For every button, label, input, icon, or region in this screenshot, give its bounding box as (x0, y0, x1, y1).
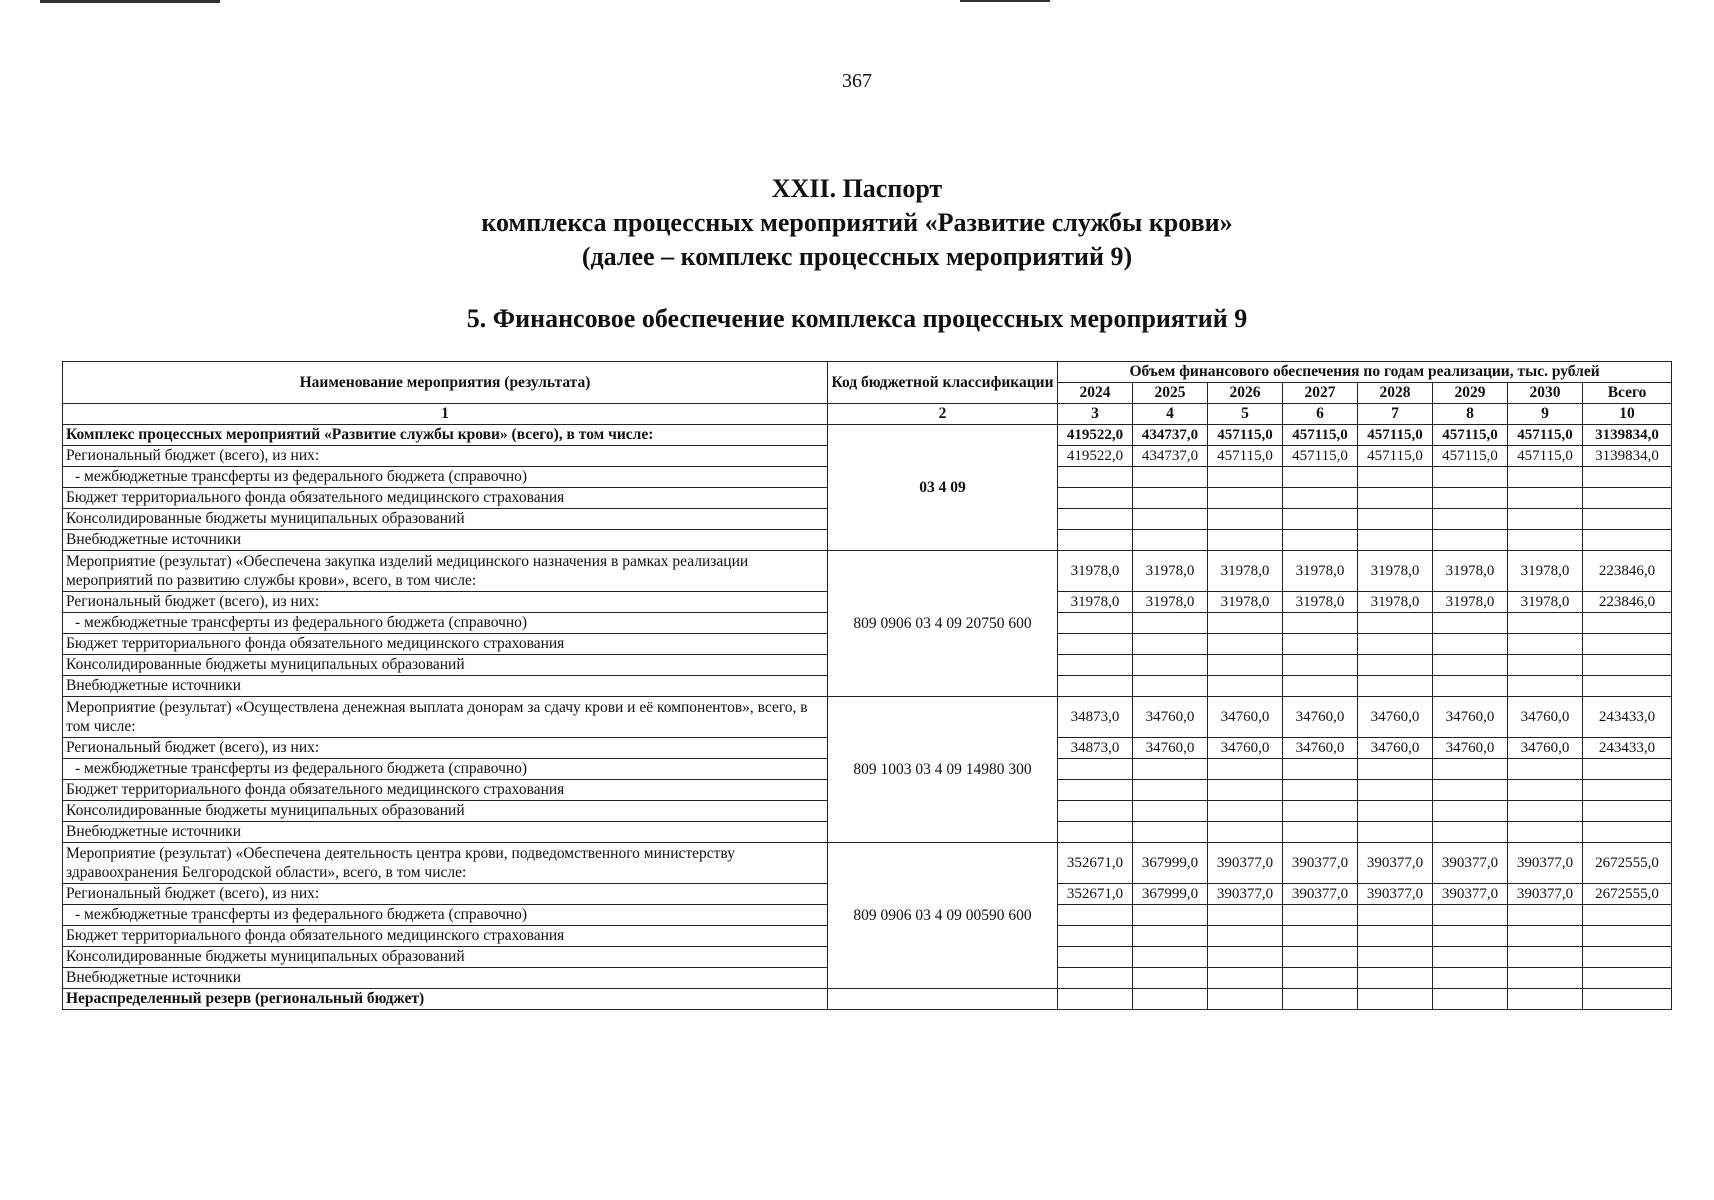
amount-cell (1283, 488, 1358, 509)
amount-cell (1133, 926, 1208, 947)
amount-cell (1208, 947, 1283, 968)
total-cell: 243433,0 (1583, 697, 1672, 738)
amount-cell (1208, 968, 1283, 989)
amount-cell (1433, 780, 1508, 801)
amount-cell: 390377,0 (1283, 843, 1358, 884)
total-cell: 2672555,0 (1583, 843, 1672, 884)
amount-cell (1208, 989, 1283, 1010)
total-cell: 223846,0 (1583, 551, 1672, 592)
amount-cell: 434737,0 (1133, 425, 1208, 446)
col-number: 6 (1283, 404, 1358, 425)
amount-cell (1058, 968, 1133, 989)
col-number: 7 (1358, 404, 1433, 425)
row-name: Региональный бюджет (всего), из них: (63, 592, 828, 613)
amount-cell (1058, 509, 1133, 530)
amount-cell (1358, 759, 1433, 780)
amount-cell (1283, 780, 1358, 801)
amount-cell (1058, 780, 1133, 801)
amount-cell (1508, 488, 1583, 509)
total-cell: 243433,0 (1583, 738, 1672, 759)
amount-cell (1433, 905, 1508, 926)
amount-cell (1133, 530, 1208, 551)
row-name: Мероприятие (результат) «Обеспечена закупка изделий медицинского назначения в рамках реализации мероприятий по развитию службы крови», всего, в том числе: (63, 551, 828, 592)
amount-cell: 390377,0 (1208, 843, 1283, 884)
amount-cell (1133, 634, 1208, 655)
amount-cell (1058, 989, 1133, 1010)
amount-cell: 390377,0 (1358, 884, 1433, 905)
amount-cell (1058, 801, 1133, 822)
row-name: Консолидированные бюджеты муниципальных образований (63, 509, 828, 530)
header-year: 2026 (1208, 383, 1283, 404)
amount-cell (1508, 801, 1583, 822)
row-name: Бюджет территориального фонда обязательного медицинского страхования (63, 780, 828, 801)
amount-cell (1583, 989, 1672, 1010)
amount-cell (1358, 801, 1433, 822)
amount-cell (1283, 905, 1358, 926)
amount-cell: 31978,0 (1133, 592, 1208, 613)
amount-cell: 457115,0 (1358, 446, 1433, 467)
amount-cell (1208, 467, 1283, 488)
amount-cell: 457115,0 (1433, 446, 1508, 467)
total-cell: 3139834,0 (1583, 446, 1672, 467)
amount-cell: 31978,0 (1358, 551, 1433, 592)
amount-cell: 352671,0 (1058, 843, 1133, 884)
amount-cell (1133, 947, 1208, 968)
amount-cell: 34760,0 (1433, 738, 1508, 759)
amount-cell (1058, 926, 1133, 947)
amount-cell (1508, 509, 1583, 530)
total-cell (1583, 905, 1672, 926)
total-cell (1583, 530, 1672, 551)
amount-cell (1208, 488, 1283, 509)
amount-cell (1208, 509, 1283, 530)
total-cell (1583, 467, 1672, 488)
title-line-1: XXII. Паспорт (771, 174, 943, 203)
row-name: Мероприятие (результат) «Осуществлена денежная выплата донорам за сдачу крови и её компонентов», всего, в том числе: (63, 697, 828, 738)
budget-code-cell: 809 0906 03 4 09 00590 600 (828, 843, 1058, 989)
amount-cell: 419522,0 (1058, 446, 1133, 467)
amount-cell (1283, 613, 1358, 634)
amount-cell: 31978,0 (1358, 592, 1433, 613)
col-number: 4 (1133, 404, 1208, 425)
total-cell (1583, 655, 1672, 676)
row-name: Региональный бюджет (всего), из них: (63, 884, 828, 905)
amount-cell (1358, 822, 1433, 843)
amount-cell (1058, 467, 1133, 488)
row-name: Внебюджетные источники (63, 822, 828, 843)
table-row-reserve (63, 989, 1672, 1010)
total-cell (1583, 509, 1672, 530)
amount-cell (1508, 780, 1583, 801)
amount-cell (1358, 780, 1433, 801)
header-year: 2028 (1358, 383, 1433, 404)
amount-cell: 390377,0 (1358, 843, 1433, 884)
col-number: 5 (1208, 404, 1283, 425)
amount-cell (1058, 488, 1133, 509)
amount-cell (1283, 926, 1358, 947)
amount-cell (1433, 613, 1508, 634)
amount-cell (1208, 530, 1283, 551)
amount-cell (1133, 488, 1208, 509)
amount-cell (1433, 530, 1508, 551)
amount-cell (1208, 926, 1283, 947)
amount-cell: 390377,0 (1508, 843, 1583, 884)
amount-cell (1508, 655, 1583, 676)
amount-cell (1133, 467, 1208, 488)
amount-cell: 434737,0 (1133, 446, 1208, 467)
header-code: Код бюджетной классификации (828, 362, 1058, 404)
total-cell (1583, 634, 1672, 655)
header-year: 2030 (1508, 383, 1583, 404)
row-name: Региональный бюджет (всего), из них: (63, 446, 828, 467)
amount-cell (1508, 467, 1583, 488)
total-cell (1583, 801, 1672, 822)
amount-cell: 34760,0 (1433, 697, 1508, 738)
amount-cell (1058, 676, 1133, 697)
amount-cell: 390377,0 (1283, 884, 1358, 905)
amount-cell (1283, 947, 1358, 968)
amount-cell (1133, 801, 1208, 822)
amount-cell (1133, 822, 1208, 843)
amount-cell (1208, 676, 1283, 697)
row-name: Внебюджетные источники (63, 530, 828, 551)
total-cell: 2672555,0 (1583, 884, 1672, 905)
row-name: Бюджет территориального фонда обязательного медицинского страхования (63, 926, 828, 947)
amount-cell: 352671,0 (1058, 884, 1133, 905)
amount-cell: 34760,0 (1358, 697, 1433, 738)
amount-cell (1133, 759, 1208, 780)
amount-cell: 31978,0 (1508, 551, 1583, 592)
amount-cell (1283, 655, 1358, 676)
row-name: Региональный бюджет (всего), из них: (63, 738, 828, 759)
section-heading: 5. Финансовое обеспечение комплекса процессных мероприятий 9 (466, 304, 1248, 333)
row-name: Консолидированные бюджеты муниципальных образований (63, 947, 828, 968)
total-cell: 3139834,0 (1583, 425, 1672, 446)
amount-cell (1133, 968, 1208, 989)
amount-cell (1058, 655, 1133, 676)
amount-cell (1133, 905, 1208, 926)
amount-cell (1358, 947, 1433, 968)
amount-cell: 457115,0 (1508, 446, 1583, 467)
amount-cell: 31978,0 (1508, 592, 1583, 613)
row-name: Внебюджетные источники (63, 968, 828, 989)
amount-cell (1133, 780, 1208, 801)
header-total: Всего (1583, 383, 1672, 404)
amount-cell: 34760,0 (1283, 738, 1358, 759)
amount-cell (1433, 467, 1508, 488)
amount-cell: 419522,0 (1058, 425, 1133, 446)
total-cell (1583, 926, 1672, 947)
total-cell (1583, 759, 1672, 780)
col-number: 1 (63, 404, 828, 425)
total-cell (1583, 488, 1672, 509)
amount-cell (1283, 530, 1358, 551)
amount-cell (1058, 613, 1133, 634)
table-row (63, 697, 1672, 738)
amount-cell: 457115,0 (1508, 425, 1583, 446)
amount-cell: 34760,0 (1508, 697, 1583, 738)
amount-cell: 34873,0 (1058, 738, 1133, 759)
amount-cell: 457115,0 (1283, 425, 1358, 446)
amount-cell: 31978,0 (1208, 551, 1283, 592)
amount-cell (1208, 780, 1283, 801)
row-name: - межбюджетные трансферты из федерального бюджета (справочно) (63, 613, 828, 634)
amount-cell (1508, 926, 1583, 947)
amount-cell (1208, 655, 1283, 676)
col-number: 9 (1508, 404, 1583, 425)
col-number: 3 (1058, 404, 1133, 425)
amount-cell: 390377,0 (1433, 843, 1508, 884)
amount-cell (1508, 989, 1583, 1010)
amount-cell (1508, 759, 1583, 780)
total-cell (1583, 968, 1672, 989)
amount-cell (1283, 801, 1358, 822)
amount-cell (1283, 634, 1358, 655)
amount-cell: 34760,0 (1358, 738, 1433, 759)
amount-cell (1433, 759, 1508, 780)
amount-cell (1358, 676, 1433, 697)
financing-table (62, 361, 1672, 1010)
row-name: Комплекс процессных мероприятий «Развитие службы крови» (всего), в том числе: (63, 425, 828, 446)
amount-cell (1058, 822, 1133, 843)
amount-cell: 34760,0 (1208, 697, 1283, 738)
amount-cell (1358, 905, 1433, 926)
amount-cell (1358, 968, 1433, 989)
amount-cell (1508, 968, 1583, 989)
amount-cell: 31978,0 (1208, 592, 1283, 613)
amount-cell (1508, 530, 1583, 551)
amount-cell: 34760,0 (1133, 738, 1208, 759)
budget-code-cell: 03 4 09 (828, 425, 1058, 551)
amount-cell (1508, 947, 1583, 968)
budget-code-cell: 809 1003 03 4 09 14980 300 (828, 697, 1058, 843)
row-name: Бюджет территориального фонда обязательного медицинского страхования (63, 634, 828, 655)
amount-cell: 390377,0 (1508, 884, 1583, 905)
header-year: 2027 (1283, 383, 1358, 404)
amount-cell (1508, 905, 1583, 926)
amount-cell (1433, 822, 1508, 843)
amount-cell (1433, 968, 1508, 989)
amount-cell (1358, 634, 1433, 655)
amount-cell (1208, 613, 1283, 634)
table-header (63, 362, 1672, 425)
amount-cell (1433, 634, 1508, 655)
total-cell (1583, 613, 1672, 634)
amount-cell (1283, 822, 1358, 843)
total-cell (1583, 822, 1672, 843)
total-cell (1583, 676, 1672, 697)
amount-cell (1433, 947, 1508, 968)
amount-cell (1058, 530, 1133, 551)
amount-cell (1283, 759, 1358, 780)
amount-cell (1283, 989, 1358, 1010)
row-name: - межбюджетные трансферты из федерального бюджета (справочно) (63, 759, 828, 780)
amount-cell: 34873,0 (1058, 697, 1133, 738)
row-name: - межбюджетные трансферты из федерального бюджета (справочно) (63, 905, 828, 926)
amount-cell (1433, 509, 1508, 530)
amount-cell (1133, 613, 1208, 634)
amount-cell (1133, 989, 1208, 1010)
page-number: 367 (842, 70, 872, 92)
amount-cell: 457115,0 (1208, 446, 1283, 467)
col-number: 2 (828, 404, 1058, 425)
amount-cell (1508, 676, 1583, 697)
row-name: Нераспределенный резерв (региональный бюджет) (63, 989, 828, 1010)
amount-cell: 31978,0 (1133, 551, 1208, 592)
amount-cell: 390377,0 (1208, 884, 1283, 905)
col-number: 10 (1583, 404, 1672, 425)
row-name: Бюджет территориального фонда обязательного медицинского страхования (63, 488, 828, 509)
row-name: Мероприятие (результат) «Обеспечена деятельность центра крови, подведомственного министерству здравоохранения Белгородской области», всего, в том числе: (63, 843, 828, 884)
header-year: 2029 (1433, 383, 1508, 404)
amount-cell (1433, 801, 1508, 822)
amount-cell: 31978,0 (1058, 551, 1133, 592)
amount-cell (1133, 655, 1208, 676)
amount-cell (1208, 905, 1283, 926)
table-row (63, 425, 1672, 446)
amount-cell (1508, 634, 1583, 655)
table-row (63, 551, 1672, 592)
row-name: Внебюджетные источники (63, 676, 828, 697)
amount-cell (1358, 613, 1433, 634)
amount-cell (1058, 759, 1133, 780)
header-year: 2025 (1133, 383, 1208, 404)
amount-cell: 31978,0 (1283, 592, 1358, 613)
amount-cell (1208, 801, 1283, 822)
row-name: Консолидированные бюджеты муниципальных образований (63, 655, 828, 676)
header-year: 2024 (1058, 383, 1133, 404)
amount-cell: 31978,0 (1283, 551, 1358, 592)
amount-cell (1058, 634, 1133, 655)
total-cell (1583, 947, 1672, 968)
amount-cell: 34760,0 (1133, 697, 1208, 738)
amount-cell (1358, 488, 1433, 509)
amount-cell (1208, 822, 1283, 843)
amount-cell (1133, 509, 1208, 530)
amount-cell: 457115,0 (1208, 425, 1283, 446)
amount-cell: 31978,0 (1433, 592, 1508, 613)
amount-cell (1208, 634, 1283, 655)
amount-cell (1358, 467, 1433, 488)
amount-cell (1433, 926, 1508, 947)
amount-cell: 390377,0 (1433, 884, 1508, 905)
amount-cell (1433, 676, 1508, 697)
amount-cell: 31978,0 (1433, 551, 1508, 592)
table-body (63, 425, 1672, 1010)
amount-cell (1433, 488, 1508, 509)
scan-artifact (40, 0, 220, 3)
total-cell: 223846,0 (1583, 592, 1672, 613)
amount-cell (1433, 989, 1508, 1010)
budget-code-cell: 809 0906 03 4 09 20750 600 (828, 551, 1058, 697)
amount-cell (1283, 676, 1358, 697)
title-line-3: (далее – комплекс процессных мероприятий 9) (581, 242, 1133, 271)
amount-cell (1358, 989, 1433, 1010)
amount-cell (1208, 759, 1283, 780)
amount-cell: 34760,0 (1508, 738, 1583, 759)
amount-cell (1358, 530, 1433, 551)
amount-cell (1283, 509, 1358, 530)
total-cell (1583, 780, 1672, 801)
col-number: 8 (1433, 404, 1508, 425)
amount-cell (1058, 905, 1133, 926)
amount-cell: 34760,0 (1283, 697, 1358, 738)
row-name: Консолидированные бюджеты муниципальных образований (63, 801, 828, 822)
amount-cell (1433, 655, 1508, 676)
title-line-2: комплекса процессных мероприятий «Развитие службы крови» (481, 208, 1233, 237)
amount-cell: 457115,0 (1433, 425, 1508, 446)
row-name: - межбюджетные трансферты из федерального бюджета (справочно) (63, 467, 828, 488)
amount-cell (1358, 655, 1433, 676)
scan-artifact (960, 0, 1050, 2)
amount-cell: 34760,0 (1208, 738, 1283, 759)
amount-cell: 367999,0 (1133, 843, 1208, 884)
amount-cell (1058, 947, 1133, 968)
amount-cell (1283, 467, 1358, 488)
amount-cell: 31978,0 (1058, 592, 1133, 613)
amount-cell: 457115,0 (1283, 446, 1358, 467)
amount-cell (1508, 613, 1583, 634)
amount-cell (1358, 509, 1433, 530)
header-volume: Объем финансового обеспечения по годам реализации, тыс. рублей (1058, 362, 1672, 383)
amount-cell (1283, 968, 1358, 989)
amount-cell: 367999,0 (1133, 884, 1208, 905)
table-row (63, 843, 1672, 884)
amount-cell (1358, 926, 1433, 947)
budget-code-cell (828, 989, 1058, 1010)
amount-cell (1133, 676, 1208, 697)
header-name: Наименование мероприятия (результата) (63, 362, 828, 404)
amount-cell: 457115,0 (1358, 425, 1433, 446)
amount-cell (1508, 822, 1583, 843)
